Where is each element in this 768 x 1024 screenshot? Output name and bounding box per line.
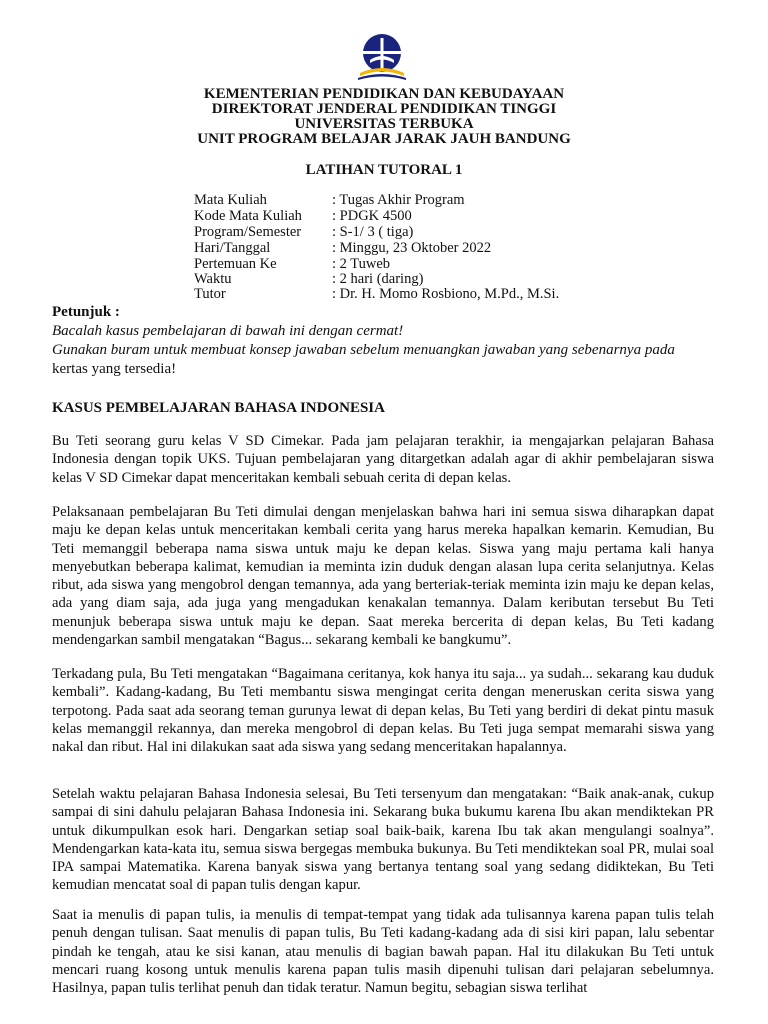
case-paragraph: Bu Teti seorang guru kelas V SD Cimekar. Pada jam pelajaran terakhir, ia mengajarkan pelajaran Bahasa Indonesia dengan topik UKS. Tujuan pembelajaran yang ditargetkan adalah agar di akhir pembelajaran siswa kelas V SD Cimekar dapat menceritakan kembali sebuah cerita di depan kelas. xyxy=(52,433,714,486)
case-paragraph: Terkadang pula, Bu Teti mengatakan “Bagaimana ceritanya, kok hanya itu saja... ya sudah... sekarang kau duduk kembali”. Kadang-kadang, Bu Teti membantu siswa mengingat cerita dengan meneruskan cerita siswa yang terpotong. Pada saat ada seorang teman gurunya lewat di depan kelas, Bu Teti yang berdiri di dekat pintu masuk kelas memanggil rekannya, dan mereka mengobrol di depan kelas. Bu Teti juga sempat memarahi siswa yang nakal dan ribut. Hal ini dilakukan saat ada siswa yang sedang menceritakan hapalannya. xyxy=(52,666,714,756)
case-paragraph: Pelaksanaan pembelajaran Bu Teti dimulai dengan menjelaskan bahwa hari ini semua siswa diharapkan dapat maju ke depan kelas untuk menceritakan kembali cerita yang harus mereka hapalkan kemarin. Kemudian, Bu Teti memanggil beberapa nama siswa untuk maju ke depan kelas. Siswa yang maju pertama kali hanya menyebutkan beberapa kalimat, kemudian ia meminta izin duduk dengan alasan lupa cerita selanjutnya. Kelas ribut, ada siswa yang mengobrol dengan temannya, ada yang berteriak-teriak meminta izin maju ke depan kelas, ada yang diam saja, ada juga yang mengadukan kenakalan temannya. Dalam keributan tersebut Bu Teti menunjuk beberapa siswa untuk maju ke depan. Saat mereka bercerita di depan kelas, Bu Teti kadang mendengarkan sambil mengatakan “Bagus... sekarang kembali ke bangkumu”. xyxy=(52,504,714,649)
info-label: Kode Mata Kuliah xyxy=(194,208,302,224)
info-value: : Dr. H. Momo Rosbiono, M.Pd., M.Si. xyxy=(332,286,560,302)
info-label: Mata Kuliah xyxy=(194,192,267,208)
case-paragraph: Saat ia menulis di papan tulis, ia menulis di tempat-tempat yang tidak ada tulisannya karena papan tulis telah penuh dengan tulisan. Saat menulis di papan tulis, Bu Teti kadang-kadang ada di sisi kiri papan, lalu sebentar pindah ke tengah, atau ke sisi kanan, atau menulis di bagian bawah papan. Hal itu dilakukan Bu Teti untuk mencari ruang kosong untuk menulis karena papan tulis masih dipenuhi tulisan dari pelajaran sebelumnya. Hasilnya, papan tulis terlihat penuh dan tidak teratur. Namun begitu, sebagian siswa terlihat xyxy=(52,907,714,997)
info-value: : PDGK 4500 xyxy=(332,208,412,224)
info-label: Hari/Tanggal xyxy=(194,240,271,256)
info-value: : Minggu, 23 Oktober 2022 xyxy=(332,240,492,256)
header-line-unit: UNIT PROGRAM BELAJAR JARAK JAUH BANDUNG xyxy=(197,131,571,147)
info-label: Waktu xyxy=(194,271,232,287)
document-title: LATIHAN TUTORAL 1 xyxy=(305,162,463,178)
info-value: : 2 hari (daring) xyxy=(332,271,424,287)
info-value: : 2 Tuweb xyxy=(332,256,391,272)
header-line-directorate: DIREKTORAT JENDERAL PENDIDIKAN TINGGI xyxy=(211,101,557,117)
info-value: : S-1/ 3 ( tiga) xyxy=(332,224,414,240)
instructions-line-2: Gunakan buram untuk membuat konsep jawaban sebelum menuangkan jawaban yang sebenarnya pada xyxy=(52,342,675,358)
header-line-university: UNIVERSITAS TERBUKA xyxy=(294,116,474,132)
case-paragraph: Setelah waktu pelajaran Bahasa Indonesia selesai, Bu Teti tersenyum dan mengatakan: “Baik anak-anak, cukup sampai di sini dahulu pelajaran Bahasa Indonesia ini. Sekarang buka bukumu karena Ibu akan mendiktekan PR untuk dikumpulkan esok hari. Dengarkan setiap soal baik-baik, karena Ibu tak akan mengulangi soalnya”. Mendengarkan kata-kata itu, semua siswa bergegas membuka bukunya. Bu Teti mendiktekan soal PR, mulai soal IPA sampai Matematika. Karena banyak siswa yang bertanya tentang soal yang sedang didiktekan, Bu Teti kemudian mencatat soal di papan tulis dengan kapur. xyxy=(52,786,714,894)
info-label: Tutor xyxy=(194,286,226,302)
header-line-ministry: KEMENTERIAN PENDIDIKAN DAN KEBUDAYAAN xyxy=(203,86,565,102)
instructions-heading: Petunjuk : xyxy=(52,304,120,320)
universitas-terbuka-logo-icon xyxy=(354,30,410,86)
info-label: Program/Semester xyxy=(194,224,302,240)
info-label: Pertemuan Ke xyxy=(194,256,277,272)
instructions-line-3: kertas yang tersedia! xyxy=(52,361,177,377)
section-title: KASUS PEMBELAJARAN BAHASA INDONESIA xyxy=(52,400,385,416)
info-value: : Tugas Akhir Program xyxy=(332,192,465,208)
instructions-line-1: Bacalah kasus pembelajaran di bawah ini dengan cermat! xyxy=(52,323,404,339)
